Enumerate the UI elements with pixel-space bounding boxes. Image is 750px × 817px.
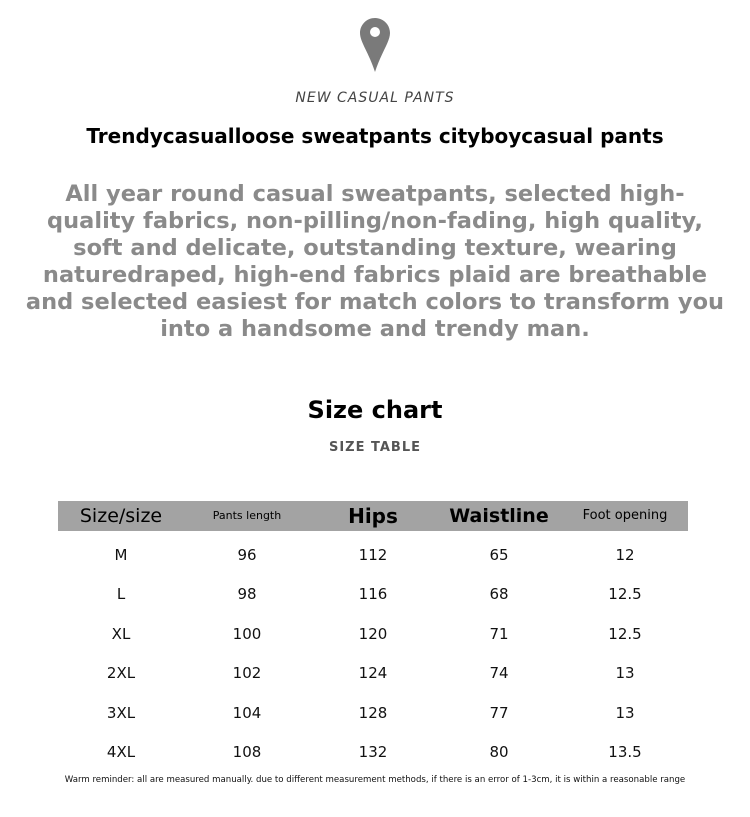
table-cell-pants-length: 100 bbox=[232, 625, 262, 643]
table-row bbox=[58, 737, 688, 767]
product-description: All year round casual sweatpants, selected high-quality fabrics, non-pilling/non-fading, high quality, soft and delicate, outstanding texture, wearing naturedraped, high-end fabrics plaid are breathable and selected easiest for match colors to transform you into a handsome and trendy man. bbox=[25, 181, 725, 342]
table-cell-hips: 132 bbox=[358, 743, 388, 761]
table-cell-foot-opening: 12.5 bbox=[608, 585, 642, 603]
table-cell-waistline: 71 bbox=[489, 625, 509, 643]
table-row bbox=[58, 579, 688, 609]
table-cell-pants-length: 104 bbox=[232, 704, 262, 722]
table-cell-hips: 120 bbox=[358, 625, 388, 643]
table-cell-size: L bbox=[116, 585, 126, 603]
column-header-size: Size/size bbox=[79, 505, 163, 527]
table-cell-size: XL bbox=[111, 625, 131, 643]
table-cell-size: M bbox=[114, 546, 128, 564]
table-cell-hips: 112 bbox=[358, 546, 388, 564]
column-header-waistline: Waistline bbox=[449, 505, 549, 527]
size-chart-title: Size chart bbox=[307, 396, 443, 424]
table-cell-foot-opening: 12.5 bbox=[608, 625, 642, 643]
table-row bbox=[58, 658, 688, 688]
table-row bbox=[58, 540, 688, 570]
measurement-reminder: Warm reminder: all are measured manually. due to different measurement methods, if there is an error of 1-3cm, it is within a reasonable range bbox=[64, 775, 686, 785]
table-cell-waistline: 65 bbox=[489, 546, 509, 564]
table-cell-hips: 128 bbox=[358, 704, 388, 722]
table-cell-foot-opening: 12 bbox=[615, 546, 635, 564]
table-cell-waistline: 74 bbox=[489, 664, 509, 682]
column-header-pants-length: Pants length bbox=[212, 509, 282, 522]
table-cell-hips: 124 bbox=[358, 664, 388, 682]
product-title: Trendycasualloose sweatpants cityboycasual pants bbox=[86, 124, 664, 148]
table-cell-pants-length: 98 bbox=[237, 585, 257, 603]
table-cell-foot-opening: 13 bbox=[615, 704, 635, 722]
table-cell-foot-opening: 13.5 bbox=[608, 743, 642, 761]
location-pin-icon bbox=[360, 18, 390, 72]
product-subtitle: NEW CASUAL PANTS bbox=[295, 90, 455, 106]
size-chart-subtitle: SIZE TABLE bbox=[328, 440, 422, 455]
table-cell-waistline: 80 bbox=[489, 743, 509, 761]
table-row bbox=[58, 619, 688, 649]
table-row bbox=[58, 698, 688, 728]
table-cell-size: 3XL bbox=[106, 704, 136, 722]
table-cell-foot-opening: 13 bbox=[615, 664, 635, 682]
table-cell-hips: 116 bbox=[358, 585, 388, 603]
table-cell-size: 4XL bbox=[106, 743, 136, 761]
table-cell-pants-length: 108 bbox=[232, 743, 262, 761]
table-cell-pants-length: 102 bbox=[232, 664, 262, 682]
table-cell-size: 2XL bbox=[106, 664, 136, 682]
column-header-foot-opening: Foot opening bbox=[582, 508, 668, 523]
table-cell-waistline: 68 bbox=[489, 585, 509, 603]
column-header-hips: Hips bbox=[348, 504, 398, 528]
table-cell-pants-length: 96 bbox=[237, 546, 257, 564]
table-cell-waistline: 77 bbox=[489, 704, 509, 722]
